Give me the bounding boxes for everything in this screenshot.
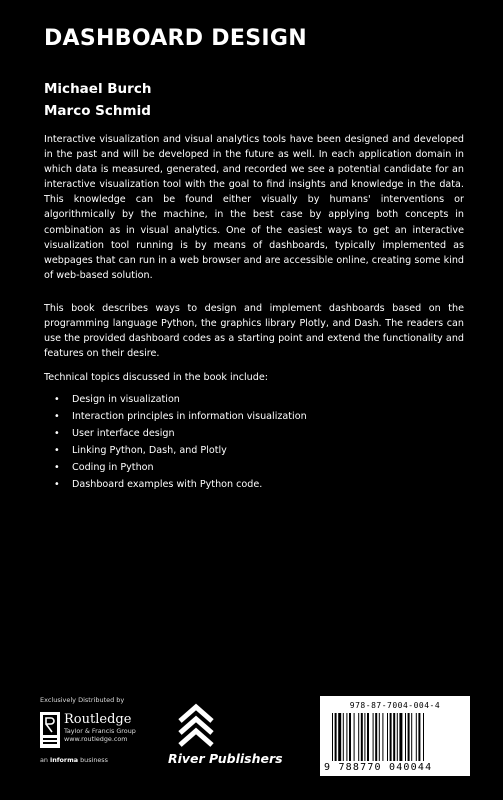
topics-intro: Technical topics discussed in the book include:	[44, 372, 268, 383]
topic-item: • Dashboard examples with Python code.	[54, 476, 307, 493]
topics-list	[54, 391, 307, 493]
publisher-block	[168, 703, 298, 766]
topic-item: • Interaction principles in information visualization	[54, 408, 307, 425]
topic-item: • Linking Python, Dash, and Plotly	[54, 442, 307, 459]
distributor-url: www.routledge.com	[64, 735, 128, 743]
author-list	[44, 78, 151, 122]
routledge-logo-icon	[40, 712, 60, 748]
topic-item: • User interface design	[54, 425, 307, 442]
informa-suffix: business	[80, 756, 108, 764]
isbn-barcode-digits: 9 788770 040044	[324, 762, 433, 773]
topic-item: • Design in visualization	[54, 391, 307, 408]
informa-brand: informa	[50, 756, 79, 764]
description-paragraph: This book describes ways to design and implement dashboards based on the programming language Python, the graphics library Plotly, and Dash. The readers can use the provided dashboard codes as a starting point and extend the functionality and features on their desire.	[44, 303, 464, 360]
distributor-block	[40, 696, 136, 764]
author-name: Michael Burch	[44, 81, 152, 97]
isbn-text: 978-87-7004-004-4	[349, 701, 441, 710]
informa-line	[40, 756, 136, 764]
author-name: Marco Schmid	[44, 103, 151, 119]
informa-prefix: an	[40, 756, 48, 764]
description-paragraph: Interactive visualization and visual analytics tools have been designed and developed in the past and will be developed in the future as well. In each application domain in which data is measured, generated, and recorded we see a potential candidate for an interactive visualization tool with the goal to find insights and knowledge in the data. This knowledge can be found either visually by humans' interventions or algorithmically by the machine, in the best case by applying both concepts in combination as in visual analytics. One of the easiest ways to get an interactive visualization tool running is by means of dashboards, typically implemented as webpages that can run in a web browser and are accessible online, creating some kind of web-based solution.	[44, 134, 464, 281]
publisher-name: River Publishers	[168, 751, 283, 766]
river-publishers-logo-icon	[176, 703, 216, 749]
topic-item: • Coding in Python	[54, 459, 307, 476]
distribution-label: Exclusively Distributed by	[40, 696, 125, 704]
distributor-name: Routledge	[64, 712, 132, 727]
book-title: DASHBOARD DESIGN	[44, 26, 307, 51]
distributor-group: Taylor & Francis Group	[64, 727, 136, 735]
barcode-bars-icon	[332, 713, 458, 761]
isbn-barcode	[320, 696, 470, 776]
